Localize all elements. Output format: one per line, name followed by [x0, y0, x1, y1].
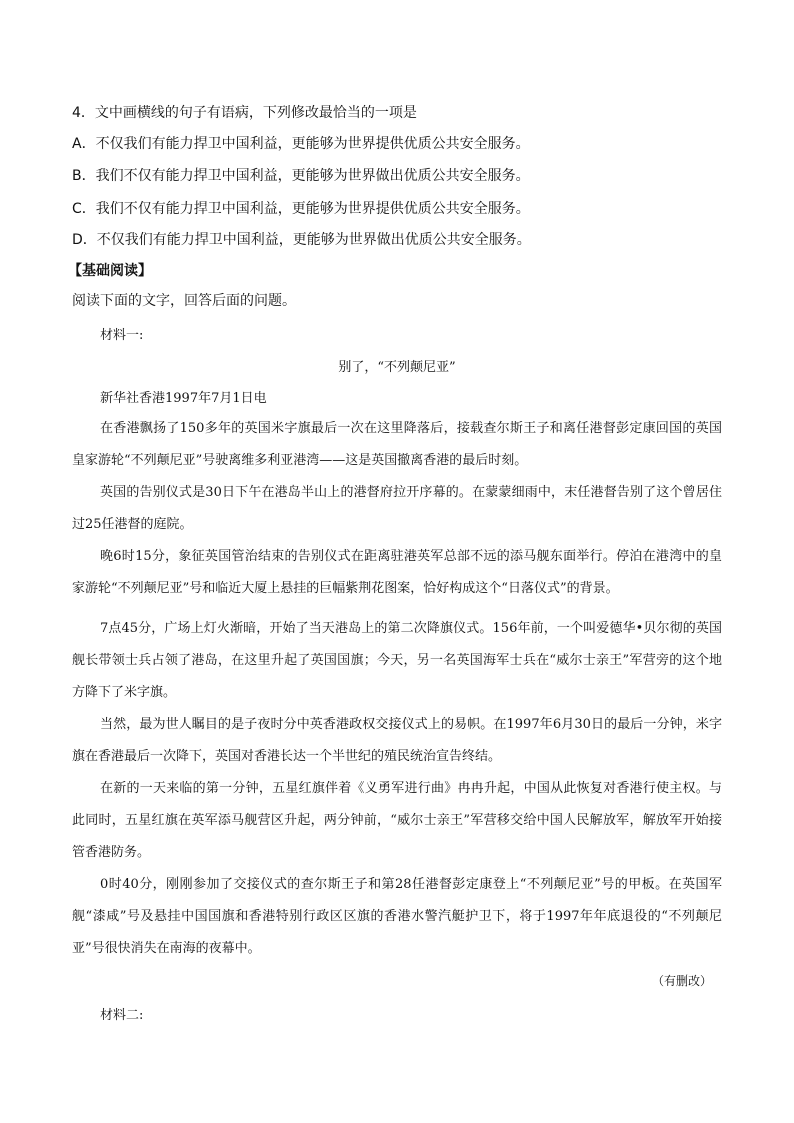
paragraph-7: 0时40分，刚刚参加了交接仪式的查尔斯王子和第28任港督彭定康登上“不列颠尼亚”号的甲板。在英国军舰“漆咸”号及悬挂中国国旗和香港特别行政区区旗的香港水警汽艇护卫下，将于1997年年底退役的“不列颠尼亚”号很快消失在南海的夜幕中。 — [72, 877, 722, 956]
paragraph-6: 在新的一天来临的第一分钟，五星红旗伴着《义勇军进行曲》冉冉升起，中国从此恢复对香港行使主权。与此同时，五星红旗在英军添马舰营区升起，两分钟前，“威尔士亲王”军营移交给中国人民解放军，解放军开始接管香港防务。 — [72, 781, 722, 860]
option-d: D．不仅我们有能力捍卫中国利益，更能够为世界做出优质公共安全服务。 — [72, 232, 531, 248]
option-b: B．我们不仅有能力捍卫中国利益，更能够为世界做出优质公共安全服务。 — [72, 168, 530, 184]
section-instruction: 阅读下面的文字，回答后面的问题。 — [72, 293, 296, 309]
paragraph-1: 在香港飘扬了150多年的英国米字旗最后一次在这里降落后，接载查尔斯王子和离任港督彭定康回国的英国皇家游轮“不列颠尼亚”号驶离维多利亚港湾——这是英国撤离香港的最后时刻。 — [72, 421, 722, 468]
edit-note: （有删改） — [651, 974, 712, 988]
paragraph-3: 晚6时15分，象征英国管治结束的告别仪式在距离驻港英军总部不远的添马舰东面举行。停泊在港湾中的皇家游轮“不列颠尼亚”号和临近大厦上悬挂的巨幅紫荆花图案，恰好构成这个“日落仪式”的背景。 — [72, 549, 722, 596]
option-c: C．我们不仅有能力捍卫中国利益，更能够为世界提供优质公共安全服务。 — [72, 201, 530, 217]
material2-label: 材料二: — [100, 1008, 144, 1023]
material1-title: 别了，“不列颠尼亚” — [338, 360, 456, 375]
section-heading: 【基础阅读】 — [68, 263, 152, 279]
paragraph-4: 7点45分，广场上灯火渐暗，开始了当天港岛上的第二次降旗仪式。156年前，一个叫爱德华•贝尔彻的英国舰长带领士兵占领了港岛，在这里升起了英国国旗；今天，另一名英国海军士兵在“威尔士亲王”军营旁的这个地方降下了米字旗。 — [72, 621, 722, 700]
paragraph-2: 英国的告别仪式是30日下午在港岛半山上的港督府拉开序幕的。在蒙蒙细雨中，末任港督告别了这个曾居住过25任港督的庭院。 — [72, 485, 722, 532]
paragraph-5: 当然，最为世人瞩目的是子夜时分中英香港政权交接仪式上的易帜。在1997年6月30日的最后一分钟，米字旗在香港最后一次降下，英国对香港长达一个半世纪的殖民统治宣告终结。 — [72, 717, 722, 764]
material1-label: 材料一: — [100, 328, 144, 343]
question-stem: 4．文中画横线的句子有语病，下列修改最恰当的一项是 — [72, 105, 417, 121]
material1-dateline: 新华社香港1997年7月1日电 — [100, 391, 267, 406]
option-a: A．不仅我们有能力捍卫中国利益，更能够为世界提供优质公共安全服务。 — [72, 136, 530, 152]
